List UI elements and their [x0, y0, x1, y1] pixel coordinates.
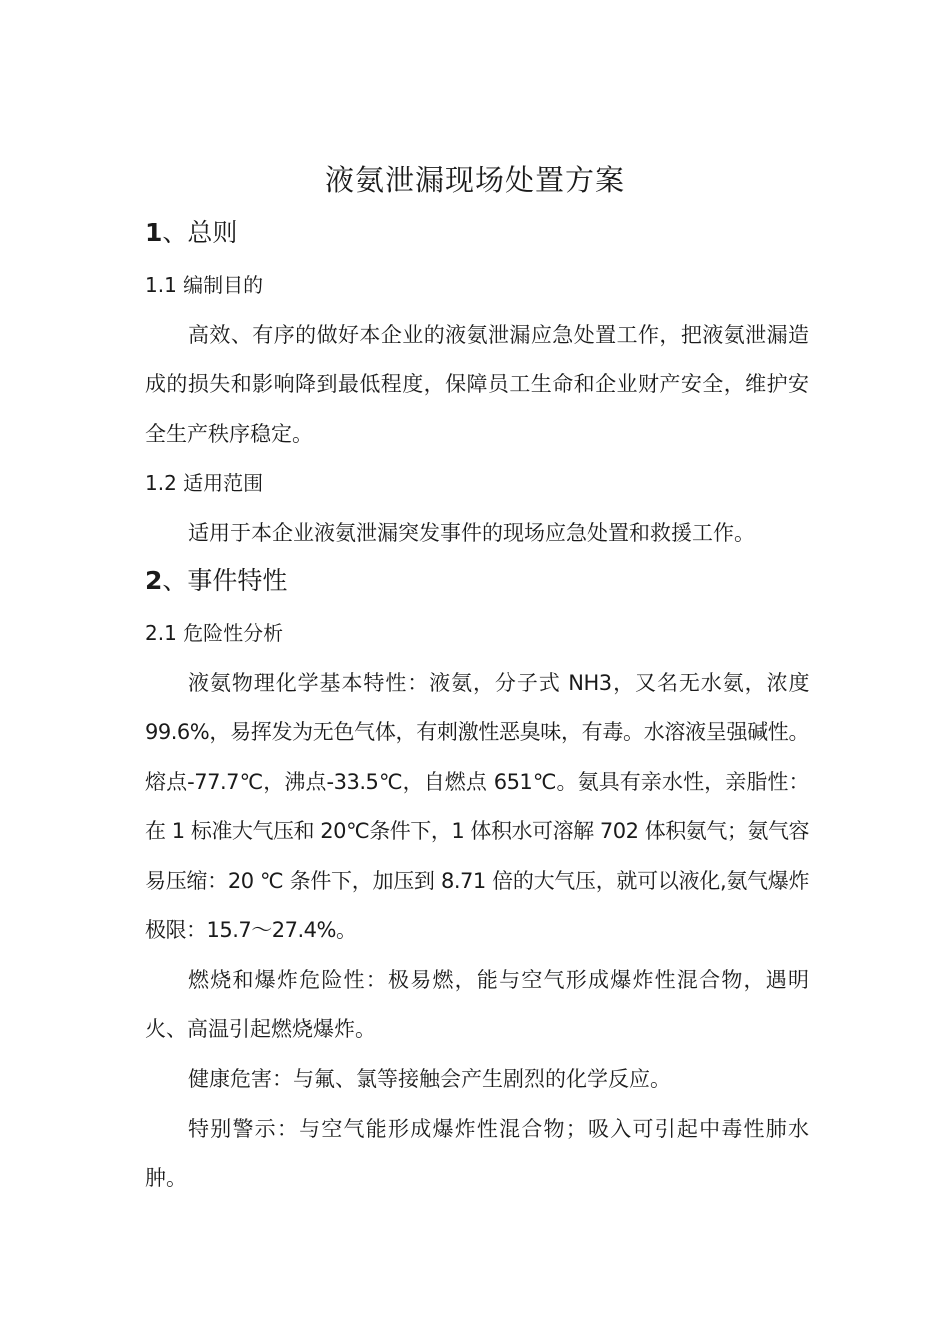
paragraph-scope: 适用于本企业液氨泄漏突发事件的现场应急处置和救援工作。 — [188, 521, 755, 545]
paragraph-health-hazard: 健康危害：与氟、氯等接触会产生剧烈的化学反应。 — [188, 1067, 671, 1091]
paragraph-physical-chemical-properties: 液氨物理化学基本特性：液氨，分子式 NH3，又名无水氨，浓度 99.6%，易挥发为无色气体，有刺激性恶臭味，有毒。水溶液呈强碱性。熔点-77.7℃，沸点-33.5℃，自燃点 651℃。氨具有亲水性，亲脂性：在 1 标准大气压和 20℃条件下，1 体积水可溶解 702 体积氨气；氨气容易压缩：20 ℃ 条件下，加压到 8.71 倍的大气压，就可以液化,氨气爆炸极限：15.7～27.4%。 — [145, 671, 809, 943]
section-1-title: 、总则 — [162, 218, 238, 247]
subsection-1-2-heading: 1.2 适用范围 — [145, 471, 264, 495]
section-2-heading — [145, 563, 287, 599]
paragraph-special-warning: 特别警示：与空气能形成爆炸性混合物；吸入可引起中毒性肺水肿。 — [145, 1117, 809, 1191]
section-2-number: 2 — [145, 566, 163, 595]
section-1-number: 1 — [145, 218, 163, 247]
section-2-title: 、事件特性 — [162, 566, 288, 595]
subsection-2-1-heading: 2.1 危险性分析 — [145, 621, 284, 645]
paragraph-fire-explosion-hazard: 燃烧和爆炸危险性：极易燃，能与空气形成爆炸性混合物，遇明火、高温引起燃烧爆炸。 — [145, 968, 809, 1042]
subsection-1-1-heading: 1.1 编制目的 — [145, 273, 264, 297]
section-1-heading — [145, 215, 237, 251]
paragraph-purpose: 高效、有序的做好本企业的液氨泄漏应急处置工作，把液氨泄漏造成的损失和影响降到最低程度，保障员工生命和企业财产安全，维护安全生产秩序稳定。 — [145, 323, 809, 446]
document-title: 液氨泄漏现场处置方案 — [324, 163, 625, 197]
